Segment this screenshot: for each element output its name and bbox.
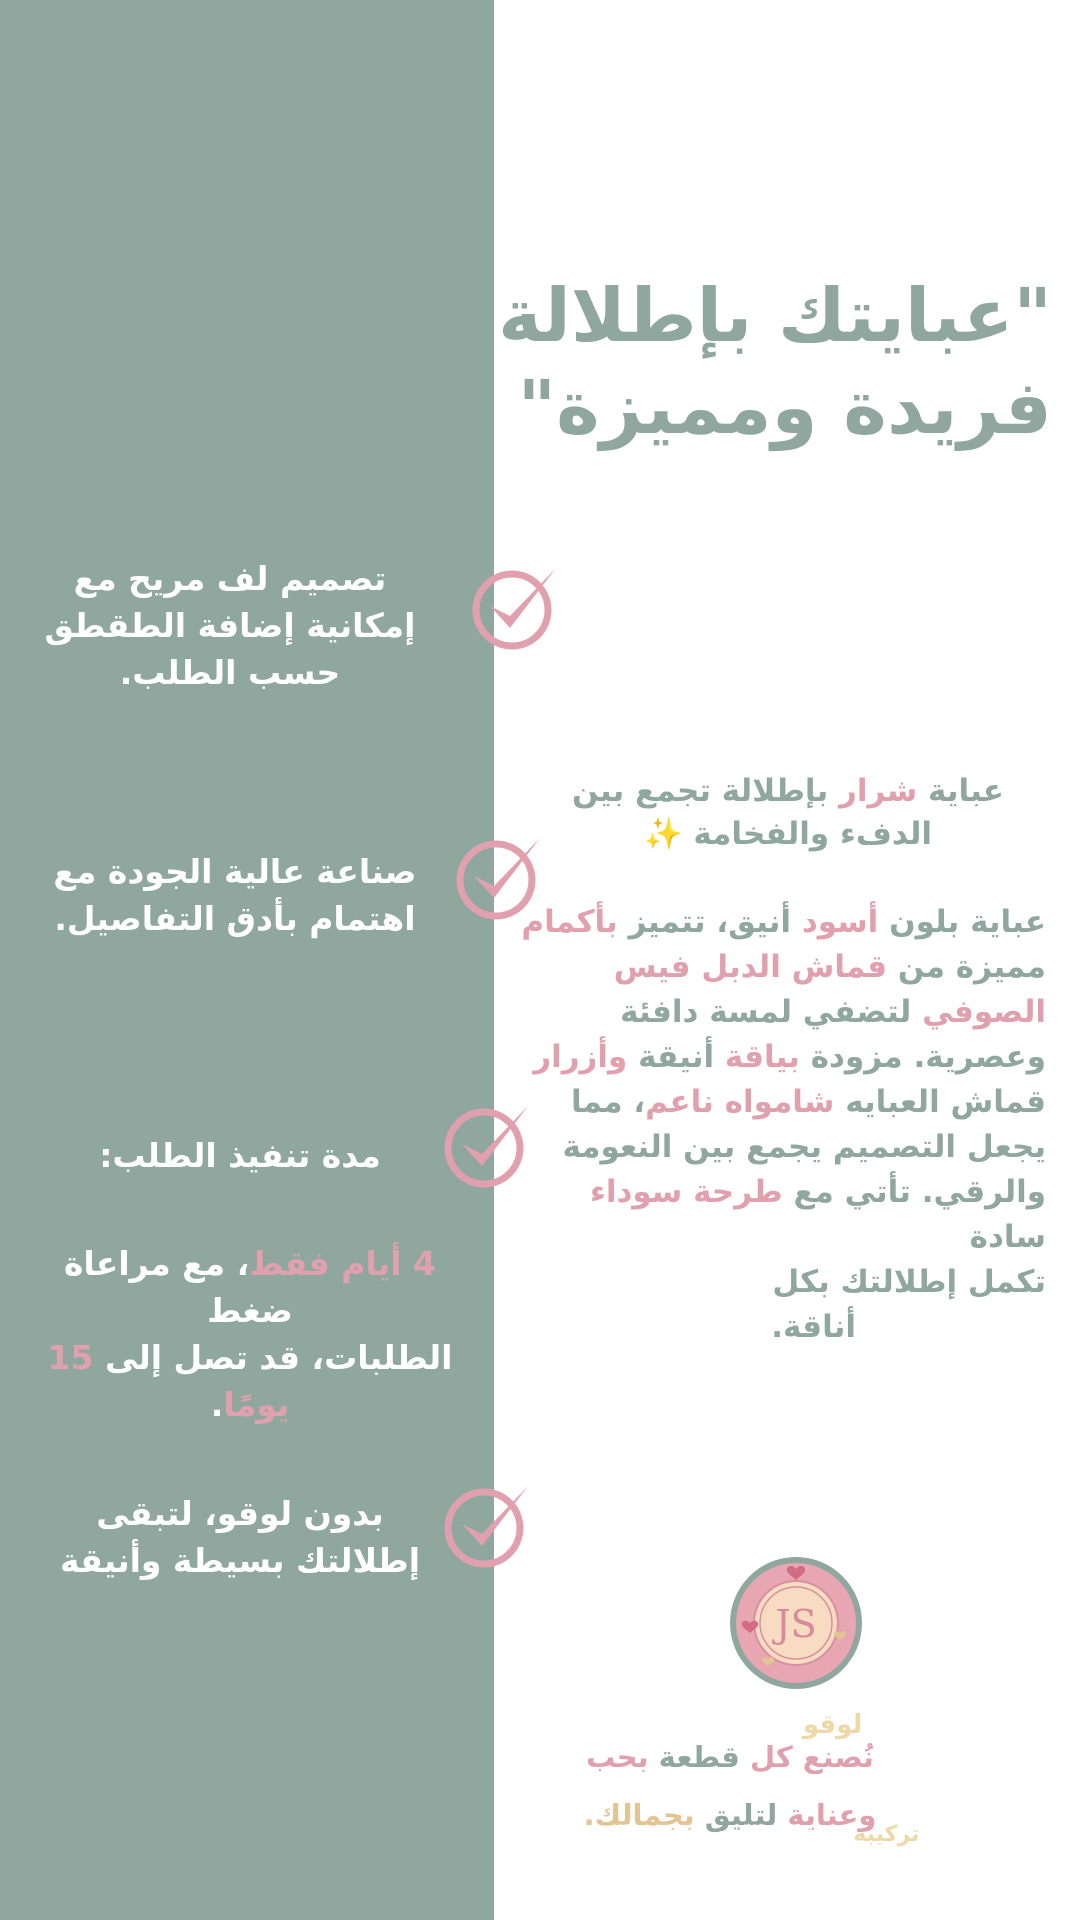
delivery-text: الطلبات، قد تصل إلى: [93, 1338, 453, 1377]
feature-line: إمكانية إضافة الطقطق: [44, 606, 416, 645]
logo-text: JS: [775, 1602, 817, 1646]
desc-highlight: الصوفي: [922, 994, 1046, 1030]
feature-line: تصميم لف مريح مع: [73, 559, 387, 598]
check-circle-icon: [466, 562, 562, 652]
desc-text: قماش العبايه: [834, 1084, 1046, 1120]
logo-note: [610, 1710, 1010, 1740]
title-line-2: فريدة ومميزة": [517, 365, 1052, 451]
desc-text: أناقة.: [771, 1309, 856, 1345]
feature-line: إطلالتك بسيطة وأنيقة: [59, 1541, 421, 1580]
desc-text: يجعل التصميم يجمع بين النعومة: [562, 1129, 1046, 1165]
desc-highlight: قماش الدبل فيس: [613, 949, 888, 985]
tagline-part: لتليق: [694, 1798, 788, 1832]
desc-highlight: طرحة سوداء: [589, 1174, 783, 1210]
desc-highlight: شامواه ناعم: [645, 1084, 835, 1120]
intro-highlight: شرار: [839, 773, 918, 809]
feature-delivery-time: [30, 1240, 470, 1428]
brand-logo: [728, 1555, 864, 1691]
desc-highlight: وأزرار: [533, 1039, 628, 1075]
delivery-text: ، مع مراعاة ضغط: [63, 1244, 293, 1330]
check-circle-icon: [438, 1480, 534, 1570]
desc-text: والرقي. تأتي مع: [782, 1174, 1046, 1210]
left-panel: [0, 0, 494, 1920]
feature-delivery-heading: مدة تنفيذ الطلب:: [99, 1136, 381, 1175]
tagline-part: بجمالك.: [583, 1798, 695, 1832]
feature-line: صناعة عالية الجودة مع: [53, 852, 417, 891]
intro-part: بإطلالة تجمع بين: [572, 773, 839, 809]
desc-text: ، مما: [570, 1084, 646, 1120]
tagline-part: نُصنع كل: [749, 1740, 874, 1774]
feature-line: بدون لوقو، لتبقى: [96, 1494, 384, 1533]
desc-highlight: أسود: [801, 904, 879, 940]
desc-text: تكمل إطلالتك بكل: [772, 1264, 1046, 1300]
tagline-part: وعناية: [787, 1798, 877, 1832]
note-text: مع كل عبايه: [639, 1710, 803, 1740]
note-text: بلمكان اللذي تُريدين”: [615, 1822, 854, 1847]
desc-text: عباية بلون: [878, 904, 1046, 940]
feature-line: حسب الطلب.: [119, 653, 341, 692]
intro-line-2: الدفء والفخامة ✨: [643, 816, 933, 852]
feature-no-logo: [50, 1490, 430, 1584]
description: [506, 900, 1046, 1350]
placement-note: [590, 1822, 1040, 1847]
note-text: “ يمكنك: [919, 1822, 1015, 1847]
desc-text: لتضفي لمسة دافئة: [620, 994, 923, 1030]
delivery-highlight: 15 يومًا: [47, 1338, 290, 1424]
note-highlight: لوقو: [802, 1710, 863, 1740]
intro-part: عباية: [917, 773, 1004, 809]
desc-text: وعصرية. مزودة: [799, 1039, 1046, 1075]
tagline-part: بحب: [586, 1740, 649, 1774]
feature-wrap-design: [40, 555, 420, 696]
page-title: [492, 270, 1052, 454]
desc-highlight: بأكمام: [521, 904, 618, 940]
intro-text: [548, 770, 1028, 856]
note-text: يتم وضع: [862, 1710, 981, 1740]
title-line-1: "عبايتك بإطلالة: [498, 273, 1052, 359]
delivery-highlight: 4 أيام فقط: [249, 1244, 437, 1283]
desc-text: مميزة من: [887, 949, 1046, 985]
desc-text: أنيقة: [627, 1039, 725, 1075]
desc-text: سادة: [969, 1219, 1046, 1255]
delivery-text: .: [210, 1385, 224, 1424]
desc-text: أنيق، تتميز: [617, 904, 802, 940]
feature-line: اهتمام بأدق التفاصيل.: [54, 899, 416, 938]
tagline-part: قطعة: [648, 1740, 750, 1774]
note-highlight: تركيبه: [853, 1822, 920, 1847]
feature-quality: [40, 848, 430, 942]
desc-highlight: بياقة: [724, 1039, 800, 1075]
